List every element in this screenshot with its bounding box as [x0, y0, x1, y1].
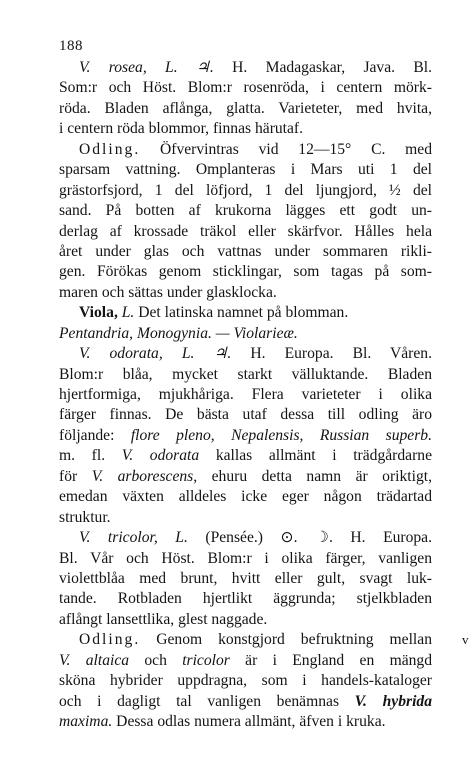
- text-segment: Det latinska namnet på blomman.: [134, 304, 349, 322]
- text-segment: gen. Förökas genom sticklingar, som tagas på som-: [59, 263, 432, 281]
- text-segment: V. hybrida: [354, 692, 432, 710]
- text-segment: röda. Bladen aflånga, glatta. Varieteter, med hvita,: [59, 99, 432, 117]
- text-segment: för: [59, 467, 92, 485]
- text-line: [59, 651, 432, 671]
- text-segment: derlag af krossade träkol eller skärfvor. Hålles hela: [59, 222, 432, 240]
- text-segment: Odling.: [79, 140, 141, 158]
- text-segment: året under glas och vattnas under sommaren rikli-: [59, 242, 432, 260]
- text-segment: [158, 529, 176, 546]
- text-line: [59, 324, 432, 344]
- text-segment: ehuru detta namn är oriktigt,: [197, 467, 432, 485]
- text-segment: m. fl.: [59, 447, 122, 465]
- text-segment: (Pensée.) ⊙. ☽. H. Europa.: [187, 529, 432, 547]
- text-segment: violettblåa med brunt, hvitt eller gult, svagt luk-: [59, 569, 432, 587]
- text-segment: i centern röda blommor, finnas härutaf.: [59, 120, 304, 138]
- text-line: [59, 405, 432, 425]
- text-line: [59, 119, 432, 139]
- text-segment: V. arborescens,: [91, 467, 198, 485]
- text-segment: är i England en mängd: [229, 651, 433, 669]
- text-segment: Odling.: [79, 631, 141, 649]
- text-line: [59, 201, 432, 221]
- text-segment: H. Madagaskar, Java. Bl.: [213, 59, 433, 76]
- text-line: [59, 610, 432, 630]
- text-segment: V. odorata: [121, 447, 200, 465]
- text-segment: flore pleno, Nepalensis, Russian superb.: [130, 426, 432, 444]
- text-segment: sparsam vattning. Omplanteras i Mars uti 1 del: [59, 161, 432, 179]
- text-line: [59, 630, 432, 650]
- text-segment: Viola,: [79, 304, 118, 322]
- text-segment: V. odorata, L. ♃.: [79, 345, 232, 363]
- text-line: [59, 569, 432, 589]
- text-line: [59, 303, 432, 323]
- text-line: [59, 487, 432, 507]
- text-line: [59, 262, 432, 282]
- text-segment: V. rosea, L. ♃.: [79, 59, 214, 76]
- text-segment: och: [129, 651, 183, 669]
- text-segment: kallas allmänt i trädgårdarne: [199, 447, 433, 465]
- text-segment: tricolor: [182, 651, 230, 669]
- text-line: [59, 426, 432, 446]
- text-segment: struktur.: [59, 508, 111, 526]
- text-line: [59, 589, 432, 609]
- text-segment: emedan växten alldeles icke eger någon trädartad: [59, 488, 432, 506]
- body-text: [59, 58, 432, 732]
- text-segment: Bl. Vår och Höst. Blom:r i olika färger, vanligen: [59, 549, 432, 567]
- text-segment: Öfvervintras vid 12—15° C. med: [140, 140, 432, 158]
- text-segment: aflångt lansettlika, glest naggade.: [59, 610, 268, 628]
- text-segment: tande. Rotbladen hjertlikt äggrunda; stjelkbladen: [59, 590, 432, 608]
- text-segment: L.: [175, 529, 188, 547]
- text-line: [59, 78, 432, 98]
- text-segment: maren och sättas under glasklocka.: [59, 283, 277, 301]
- text-segment: maxima.: [59, 713, 113, 730]
- text-line: [59, 467, 432, 487]
- text-segment: hjertformiga, mjukhåriga. Flera varieteter i olika: [59, 386, 432, 403]
- text-line: [59, 283, 432, 303]
- page-number: 188: [59, 38, 83, 54]
- text-segment: L.: [121, 304, 135, 322]
- text-segment: färger finnas. De bästa utaf dessa till odling äro: [59, 406, 432, 424]
- text-line: [59, 508, 432, 528]
- text-segment: Dessa odlas numera allmänt, äfven i kruka.: [112, 713, 386, 730]
- text-line: [59, 181, 432, 201]
- text-segment: Genom konstgjord befruktning mellan: [140, 631, 432, 649]
- text-line: [59, 344, 432, 364]
- text-segment: V. altaica: [59, 651, 130, 669]
- text-segment: Som:r och Höst. Blom:r rosenröda, i centern mörk-: [59, 79, 432, 97]
- text-line: [59, 671, 432, 691]
- text-segment: Blom:r blåa, mycket starkt välluktande. Bladen: [59, 365, 432, 383]
- text-line: [59, 446, 432, 466]
- text-line: [59, 160, 432, 180]
- text-line: [59, 365, 432, 385]
- text-line: [59, 712, 432, 732]
- text-segment: sköna hybrider uppdragna, som i handels-kataloger: [59, 672, 432, 690]
- text-line: [59, 528, 432, 548]
- text-line: [59, 242, 432, 262]
- text-segment: Pentandria, Monogynia. — Violarieæ.: [59, 324, 298, 342]
- text-line: [59, 99, 432, 119]
- text-line: [59, 58, 432, 78]
- text-line: [59, 140, 432, 160]
- text-line: [59, 385, 432, 405]
- text-line: [59, 549, 432, 569]
- text-line: [59, 692, 432, 712]
- text-segment: följande:: [59, 426, 131, 444]
- text-segment: grästorfsjord, 1 del löfjord, 1 del ljungjord, ½ del: [59, 181, 432, 199]
- text-line: [59, 222, 432, 242]
- margin-mark: v: [462, 632, 469, 647]
- text-segment: V. tricolor,: [79, 529, 158, 547]
- text-segment: och i dagligt tal vanligen benämnas: [59, 692, 355, 710]
- text-segment: H. Europa. Bl. Våren.: [231, 345, 432, 363]
- text-segment: sand. På botten af krukorna lägges ett godt un-: [59, 202, 432, 220]
